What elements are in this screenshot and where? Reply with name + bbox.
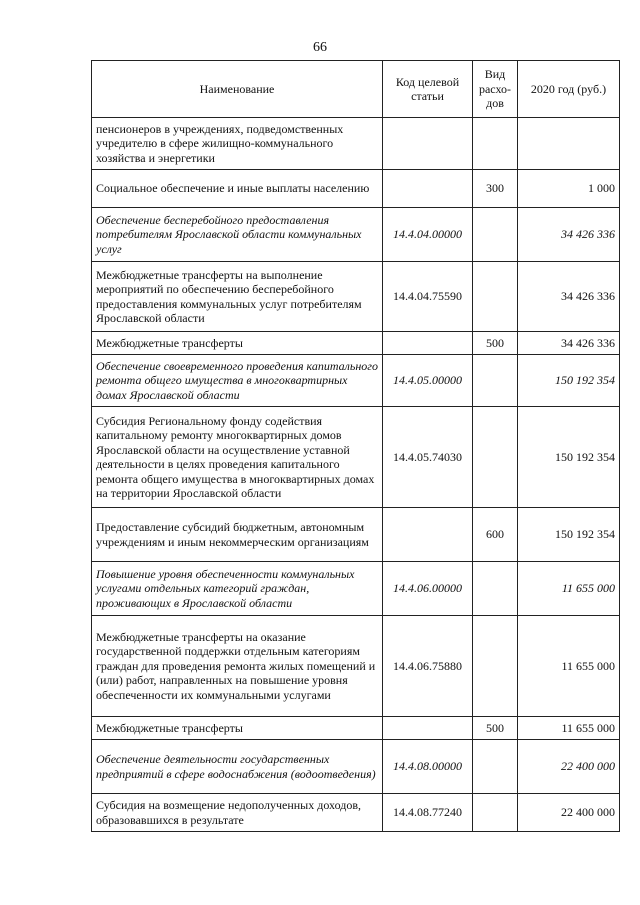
table-row xyxy=(92,616,620,717)
cell-code: 14.4.05.74030 xyxy=(383,407,473,508)
cell-sum: 34 426 336 xyxy=(518,208,620,262)
cell-code: 14.4.05.00000 xyxy=(383,355,473,407)
table-row xyxy=(92,170,620,208)
cell-name: Межбюджетные трансферты на выполнение мероприятий по обеспечению бесперебойного предоставления коммунальных услуг потребителям Ярославской области xyxy=(92,262,383,332)
cell-sum: 1 000 xyxy=(518,170,620,208)
cell-name: Обеспечение своевременного проведения капитального ремонта общего имущества в многоквартирных домах Ярославской области xyxy=(92,355,383,407)
cell-sum: 150 192 354 xyxy=(518,355,620,407)
cell-type xyxy=(473,407,518,508)
cell-name: Социальное обеспечение и иные выплаты населению xyxy=(92,170,383,208)
cell-code xyxy=(383,508,473,562)
cell-sum: 11 655 000 xyxy=(518,616,620,717)
cell-code: 14.4.06.75880 xyxy=(383,616,473,717)
cell-code: 14.4.04.00000 xyxy=(383,208,473,262)
cell-name: Обеспечение деятельности государственных предприятий в сфере водоснабжения (водоотведения) xyxy=(92,740,383,794)
cell-name: Субсидия на возмещение недополученных доходов, образовавшихся в результате xyxy=(92,794,383,832)
cell-type xyxy=(473,355,518,407)
cell-type: 500 xyxy=(473,332,518,355)
cell-name: Межбюджетные трансферты xyxy=(92,332,383,355)
table-row xyxy=(92,562,620,616)
table-row xyxy=(92,740,620,794)
cell-sum xyxy=(518,118,620,170)
table-row xyxy=(92,118,620,170)
cell-type: 600 xyxy=(473,508,518,562)
cell-code: 14.4.08.77240 xyxy=(383,794,473,832)
cell-sum: 11 655 000 xyxy=(518,562,620,616)
header-code: Код целевой статьи xyxy=(383,61,473,118)
cell-name: Повышение уровня обеспеченности коммунальных услугами отдельных категорий граждан, проживающих в Ярославской области xyxy=(92,562,383,616)
table-row xyxy=(92,208,620,262)
table-row xyxy=(92,508,620,562)
cell-type xyxy=(473,740,518,794)
cell-code xyxy=(383,118,473,170)
cell-sum: 11 655 000 xyxy=(518,717,620,740)
cell-code: 14.4.06.00000 xyxy=(383,562,473,616)
table-row xyxy=(92,794,620,832)
table-row xyxy=(92,332,620,355)
cell-code xyxy=(383,717,473,740)
cell-type xyxy=(473,118,518,170)
cell-sum: 150 192 354 xyxy=(518,508,620,562)
cell-sum: 22 400 000 xyxy=(518,794,620,832)
header-type: Вид расхо-дов xyxy=(473,61,518,118)
header-sum: 2020 год (руб.) xyxy=(518,61,620,118)
cell-type: 500 xyxy=(473,717,518,740)
page-number: 66 xyxy=(313,40,327,55)
cell-sum: 22 400 000 xyxy=(518,740,620,794)
cell-type xyxy=(473,562,518,616)
table-row xyxy=(92,262,620,332)
budget-table xyxy=(91,60,620,832)
cell-code: 14.4.04.75590 xyxy=(383,262,473,332)
table-row xyxy=(92,407,620,508)
header-row xyxy=(92,61,620,118)
cell-type xyxy=(473,262,518,332)
cell-type xyxy=(473,208,518,262)
cell-code: 14.4.08.00000 xyxy=(383,740,473,794)
cell-name: Межбюджетные трансферты xyxy=(92,717,383,740)
cell-sum: 150 192 354 xyxy=(518,407,620,508)
cell-sum: 34 426 336 xyxy=(518,262,620,332)
cell-type: 300 xyxy=(473,170,518,208)
cell-type xyxy=(473,616,518,717)
cell-name: Предоставление субсидий бюджетным, автономным учреждениям и иным некоммерческим организациям xyxy=(92,508,383,562)
table-row xyxy=(92,717,620,740)
table-row xyxy=(92,355,620,407)
cell-code xyxy=(383,332,473,355)
cell-name: пенсионеров в учреждениях, подведомственных учредителю в сфере жилищно-коммунального хозяйства и энергетики xyxy=(92,118,383,170)
cell-type xyxy=(473,794,518,832)
cell-code xyxy=(383,170,473,208)
cell-sum: 34 426 336 xyxy=(518,332,620,355)
header-name: Наименование xyxy=(92,61,383,118)
cell-name: Межбюджетные трансферты на оказание государственной поддержки отдельным категориям граждан для проведения ремонта жилых помещений и (или) работ, направленных на повышение уровня обеспеченности их коммунальными услугами xyxy=(92,616,383,717)
cell-name: Субсидия Региональному фонду содействия капитальному ремонту многоквартирных домов Ярославской области на осуществление уставной деятельности в целях проведения капитального ремонта общего имущества в многоквартирных домах на территории Ярославской области xyxy=(92,407,383,508)
cell-name: Обеспечение бесперебойного предоставления потребителям Ярославской области коммунальных услуг xyxy=(92,208,383,262)
